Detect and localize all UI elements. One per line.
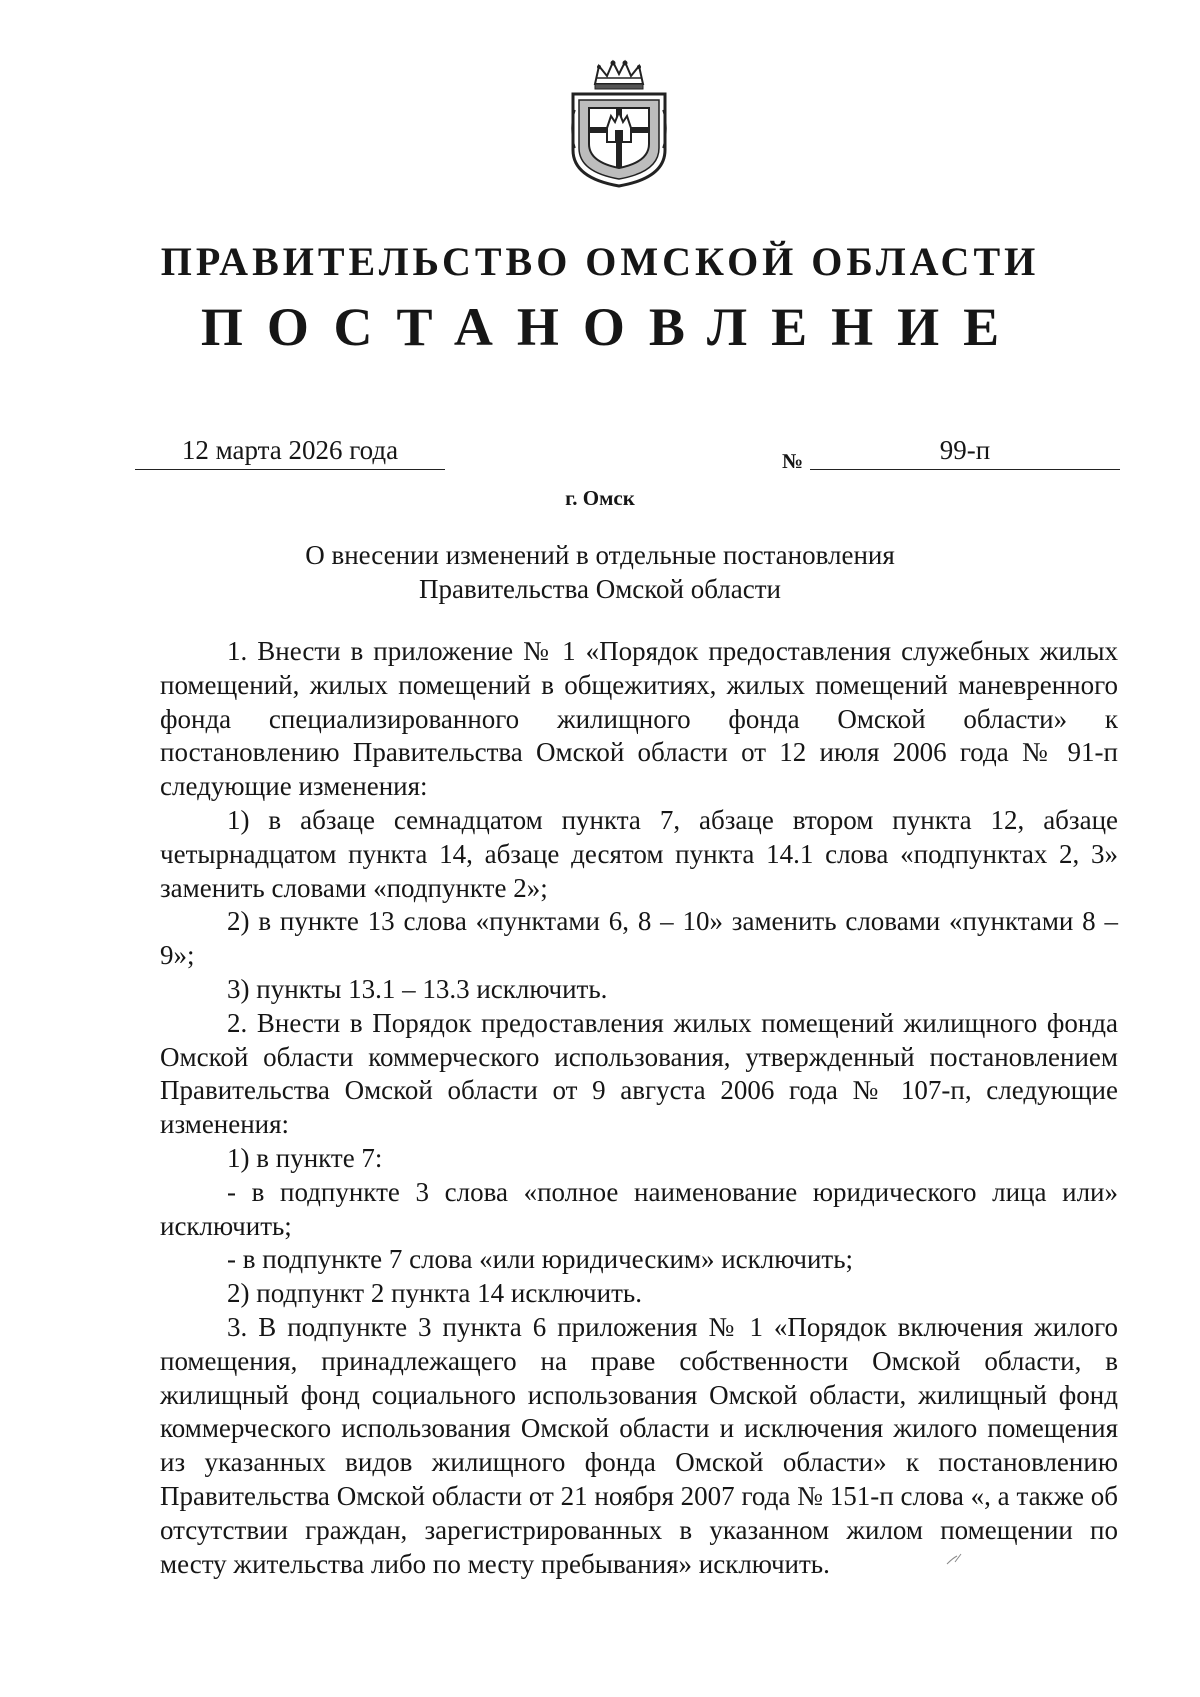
- city-label: г. Омск: [565, 486, 635, 510]
- organization-title: ПРАВИТЕЛЬСТВО ОМСКОЙ ОБЛАСТИ: [160, 239, 1040, 284]
- paragraph-2-1: 1) в пункте 7:: [227, 1142, 383, 1173]
- number-sign: №: [782, 449, 804, 473]
- paragraph-2: 2. Внести в Порядок предоставления жилых помещений жилищного фонда Омской области коммерческого использования, утвержденный постановлением Правительства Омской области от 9 августа 2006 года № 107-п, следующие изменения:: [160, 1007, 1118, 1140]
- paragraph-2-1-b: - в подпункте 7 слова «или юридическим» исключить;: [227, 1244, 854, 1275]
- document-number: 99-п: [810, 433, 1120, 470]
- document-body: [160, 635, 1118, 1581]
- subject-line-1: О внесении изменений в отдельные постановления: [305, 540, 895, 570]
- document-type-title: ПОСТАНОВЛЕНИЕ: [200, 297, 1024, 357]
- paragraph-1-2: 2) в пункте 13 слова «пунктами 6, 8 – 10» заменить словами «пунктами 8 – 9»;: [160, 906, 1118, 971]
- paragraph-2-2: 2) подпункт 2 пункта 14 исключить.: [227, 1278, 642, 1309]
- paragraph-1: 1. Внести в приложение № 1 «Порядок предоставления служебных жилых помещений, жилых помещений в общежитиях, жилых помещений маневренного фонда специализированного жилищного фонда Омской области» к постановлению Правительства Омской области от 12 июля 2006 года № 91-п следующие изменения:: [160, 636, 1118, 802]
- pen-mark-icon: [945, 1552, 965, 1566]
- paragraph-1-3: 3) пункты 13.1 – 13.3 исключить.: [227, 973, 608, 1004]
- paragraph-2-1-a: - в подпункте 3 слова «полное наименование юридического лица или» исключить;: [160, 1176, 1118, 1241]
- document-date: 12 марта 2026 года: [135, 433, 445, 470]
- document-subject: [200, 538, 1000, 606]
- subject-line-2: Правительства Омской области: [419, 574, 781, 604]
- paragraph-1-1: 1) в абзаце семнадцатом пункта 7, абзаце втором пункта 12, абзаце четырнадцатом пункта 14, абзаце десятом пункта 14.1 слова «подпунктах 2, 3» заменить словами «подпункте 2»;: [160, 804, 1118, 903]
- coat-of-arms-icon: [565, 58, 673, 188]
- paragraph-3: 3. В подпункте 3 пункта 6 приложения № 1 «Порядок включения жилого помещения, принадлежащего на праве собственности Омской области, в жилищный фонд социального использования Омской области, жилищный фонд коммерческого использования Омской области и исключения жилого помещения из указанных видов жилищного фонда Омской области» к постановлению Правительства Омской области от 21 ноября 2007 года № 151-п слова «, а также об отсутствии граждан, зарегистрированных в указанном жилом помещении по месту жительства либо по месту пребывания» исключить.: [160, 1311, 1118, 1579]
